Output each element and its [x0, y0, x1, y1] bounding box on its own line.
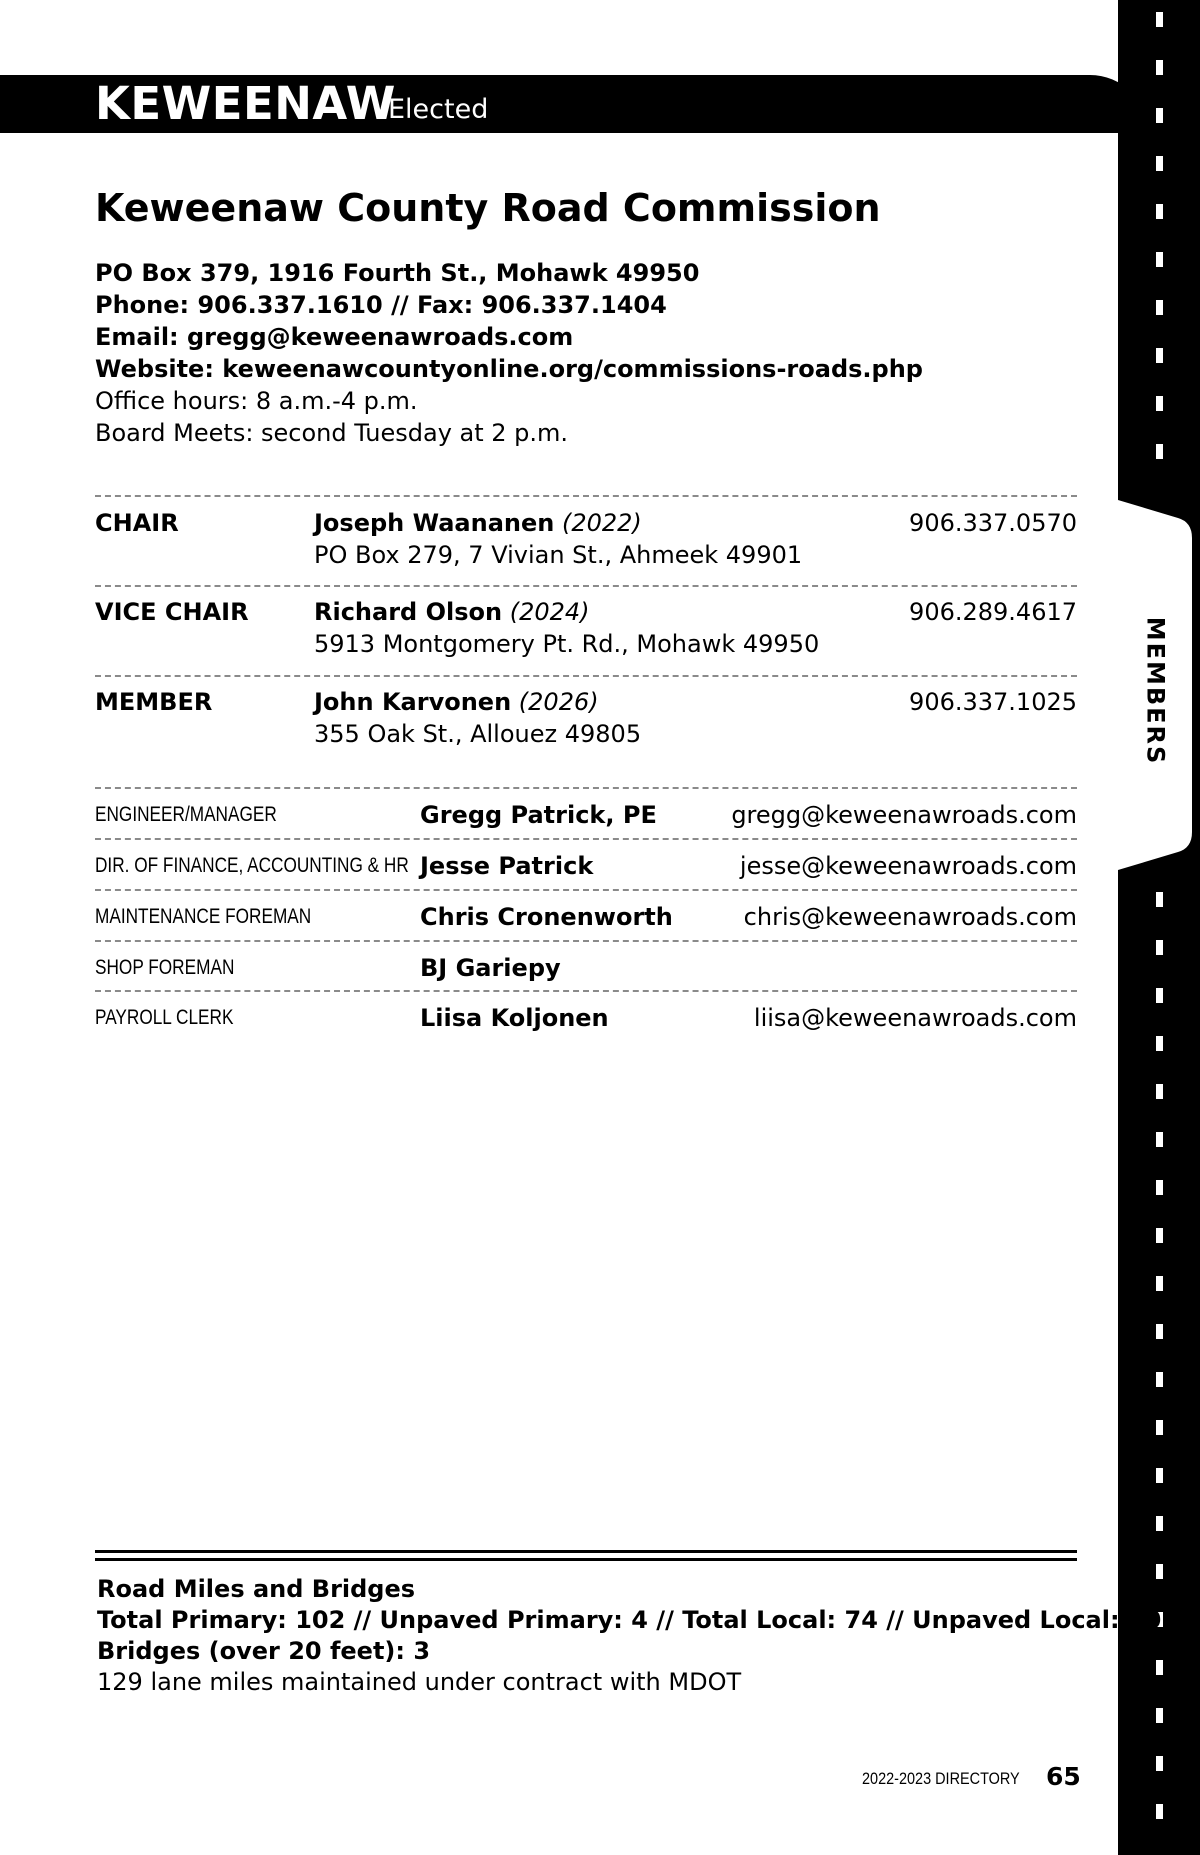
org-email[interactable]: Email: gregg@keweenawroads.com — [95, 323, 574, 351]
board-member-name: John Karvonen (2026) — [314, 688, 599, 716]
divider — [95, 889, 1077, 891]
staff-email[interactable]: liisa@keweenawroads.com — [753, 1004, 1077, 1032]
road-dash — [1156, 1276, 1163, 1291]
road-dash — [1156, 1180, 1163, 1195]
road-miles: Total Primary: 102 // Unpaved Primary: 4 // Total Local: 74 // Unpaved Local: 50 — [97, 1606, 1162, 1634]
board-row — [95, 596, 1077, 676]
members-tab-label: MEMBERS — [1141, 616, 1169, 766]
county-name: KEWEENAW — [95, 77, 396, 130]
board-member-address: 355 Oak St., Allouez 49805 — [314, 720, 642, 748]
staff-row — [95, 846, 1077, 886]
road-dash — [1156, 60, 1163, 75]
staff-title: MAINTENANCE FOREMAN — [95, 905, 312, 928]
road-dash — [1156, 1084, 1163, 1099]
board-role: MEMBER — [95, 688, 213, 716]
road-dash — [1156, 940, 1163, 955]
office-hours: Office hours: 8 a.m.-4 p.m. — [95, 387, 418, 415]
road-dash — [1156, 1324, 1163, 1339]
road-dash — [1156, 1228, 1163, 1243]
road-dash — [1156, 892, 1163, 907]
staff-email[interactable]: jesse@keweenawroads.com — [739, 852, 1077, 880]
staff-row — [95, 948, 1077, 988]
divider — [95, 675, 1077, 677]
board-member-address: PO Box 279, 7 Vivian St., Ahmeek 49901 — [314, 541, 803, 569]
board-member-name: Joseph Waananen (2022) — [314, 509, 642, 537]
staff-name: Gregg Patrick, PE — [420, 801, 657, 829]
staff-email[interactable]: gregg@keweenawroads.com — [731, 801, 1077, 829]
divider — [95, 1550, 1077, 1553]
road-dash — [1156, 108, 1163, 123]
road-dash — [1156, 1708, 1163, 1723]
road-dash — [1156, 12, 1163, 27]
divider — [95, 940, 1077, 942]
divider — [95, 585, 1077, 587]
staff-row — [95, 998, 1077, 1038]
divider — [95, 838, 1077, 840]
page-number: 65 — [1046, 1762, 1081, 1791]
lane-miles-note: 129 lane miles maintained under contract with MDOT — [97, 1668, 742, 1696]
board-role: CHAIR — [95, 509, 179, 537]
road-dash — [1156, 204, 1163, 219]
road-dash — [1156, 988, 1163, 1003]
staff-name: Chris Cronenworth — [420, 903, 673, 931]
staff-title: DIR. OF FINANCE, ACCOUNTING & HR — [95, 854, 409, 877]
road-dash — [1156, 1804, 1163, 1819]
staff-name: Liisa Koljonen — [420, 1004, 609, 1032]
road-dash — [1156, 444, 1163, 459]
road-dash — [1156, 1756, 1163, 1771]
road-dash — [1156, 1132, 1163, 1147]
road-dash — [1156, 1036, 1163, 1051]
staff-email[interactable]: chris@keweenawroads.com — [743, 903, 1077, 931]
road-dash — [1156, 252, 1163, 267]
road-dash — [1156, 1468, 1163, 1483]
staff-title: PAYROLL CLERK — [95, 1006, 234, 1029]
staff-title: ENGINEER/MANAGER — [95, 803, 277, 826]
road-dash — [1156, 156, 1163, 171]
footer-directory: 2022-2023 DIRECTORY — [862, 1769, 1020, 1788]
road-dash — [1156, 1420, 1163, 1435]
board-member-phone[interactable]: 906.337.1025 — [909, 688, 1077, 716]
road-dash — [1156, 396, 1163, 411]
staff-title: SHOP FOREMAN — [95, 956, 235, 979]
contact-block — [95, 257, 923, 449]
board-role: VICE CHAIR — [95, 598, 249, 626]
divider — [95, 990, 1077, 992]
divider — [95, 495, 1077, 497]
staff-row — [95, 897, 1077, 937]
org-title: Keweenaw County Road Commission — [95, 186, 881, 230]
board-member-phone[interactable]: 906.337.0570 — [909, 509, 1077, 537]
bridges-count: Bridges (over 20 feet): 3 — [97, 1637, 431, 1665]
road-dash — [1156, 300, 1163, 315]
org-address: PO Box 379, 1916 Fourth St., Mohawk 49950 — [95, 259, 700, 287]
staff-row — [95, 795, 1077, 835]
staff-name: BJ Gariepy — [420, 954, 561, 982]
board-member-name: Richard Olson (2024) — [314, 598, 590, 626]
board-row — [95, 686, 1077, 766]
road-dash — [1156, 348, 1163, 363]
org-phone-fax: Phone: 906.337.1610 // Fax: 906.337.1404 — [95, 291, 667, 319]
road-dash — [1156, 1516, 1163, 1531]
divider — [95, 1558, 1077, 1561]
board-member-address: 5913 Montgomery Pt. Rd., Mohawk 49950 — [314, 630, 820, 658]
staff-name: Jesse Patrick — [420, 852, 594, 880]
section-type: Elected — [388, 94, 489, 125]
road-dash — [1156, 1372, 1163, 1387]
divider — [95, 787, 1077, 789]
org-website[interactable]: Website: keweenawcountyonline.org/commissions-roads.php — [95, 355, 923, 383]
road-info-block — [97, 1574, 1161, 1698]
board-meets: Board Meets: second Tuesday at 2 p.m. — [95, 419, 569, 447]
board-row — [95, 507, 1077, 587]
road-info-heading: Road Miles and Bridges — [97, 1575, 416, 1603]
board-member-phone[interactable]: 906.289.4617 — [909, 598, 1077, 626]
